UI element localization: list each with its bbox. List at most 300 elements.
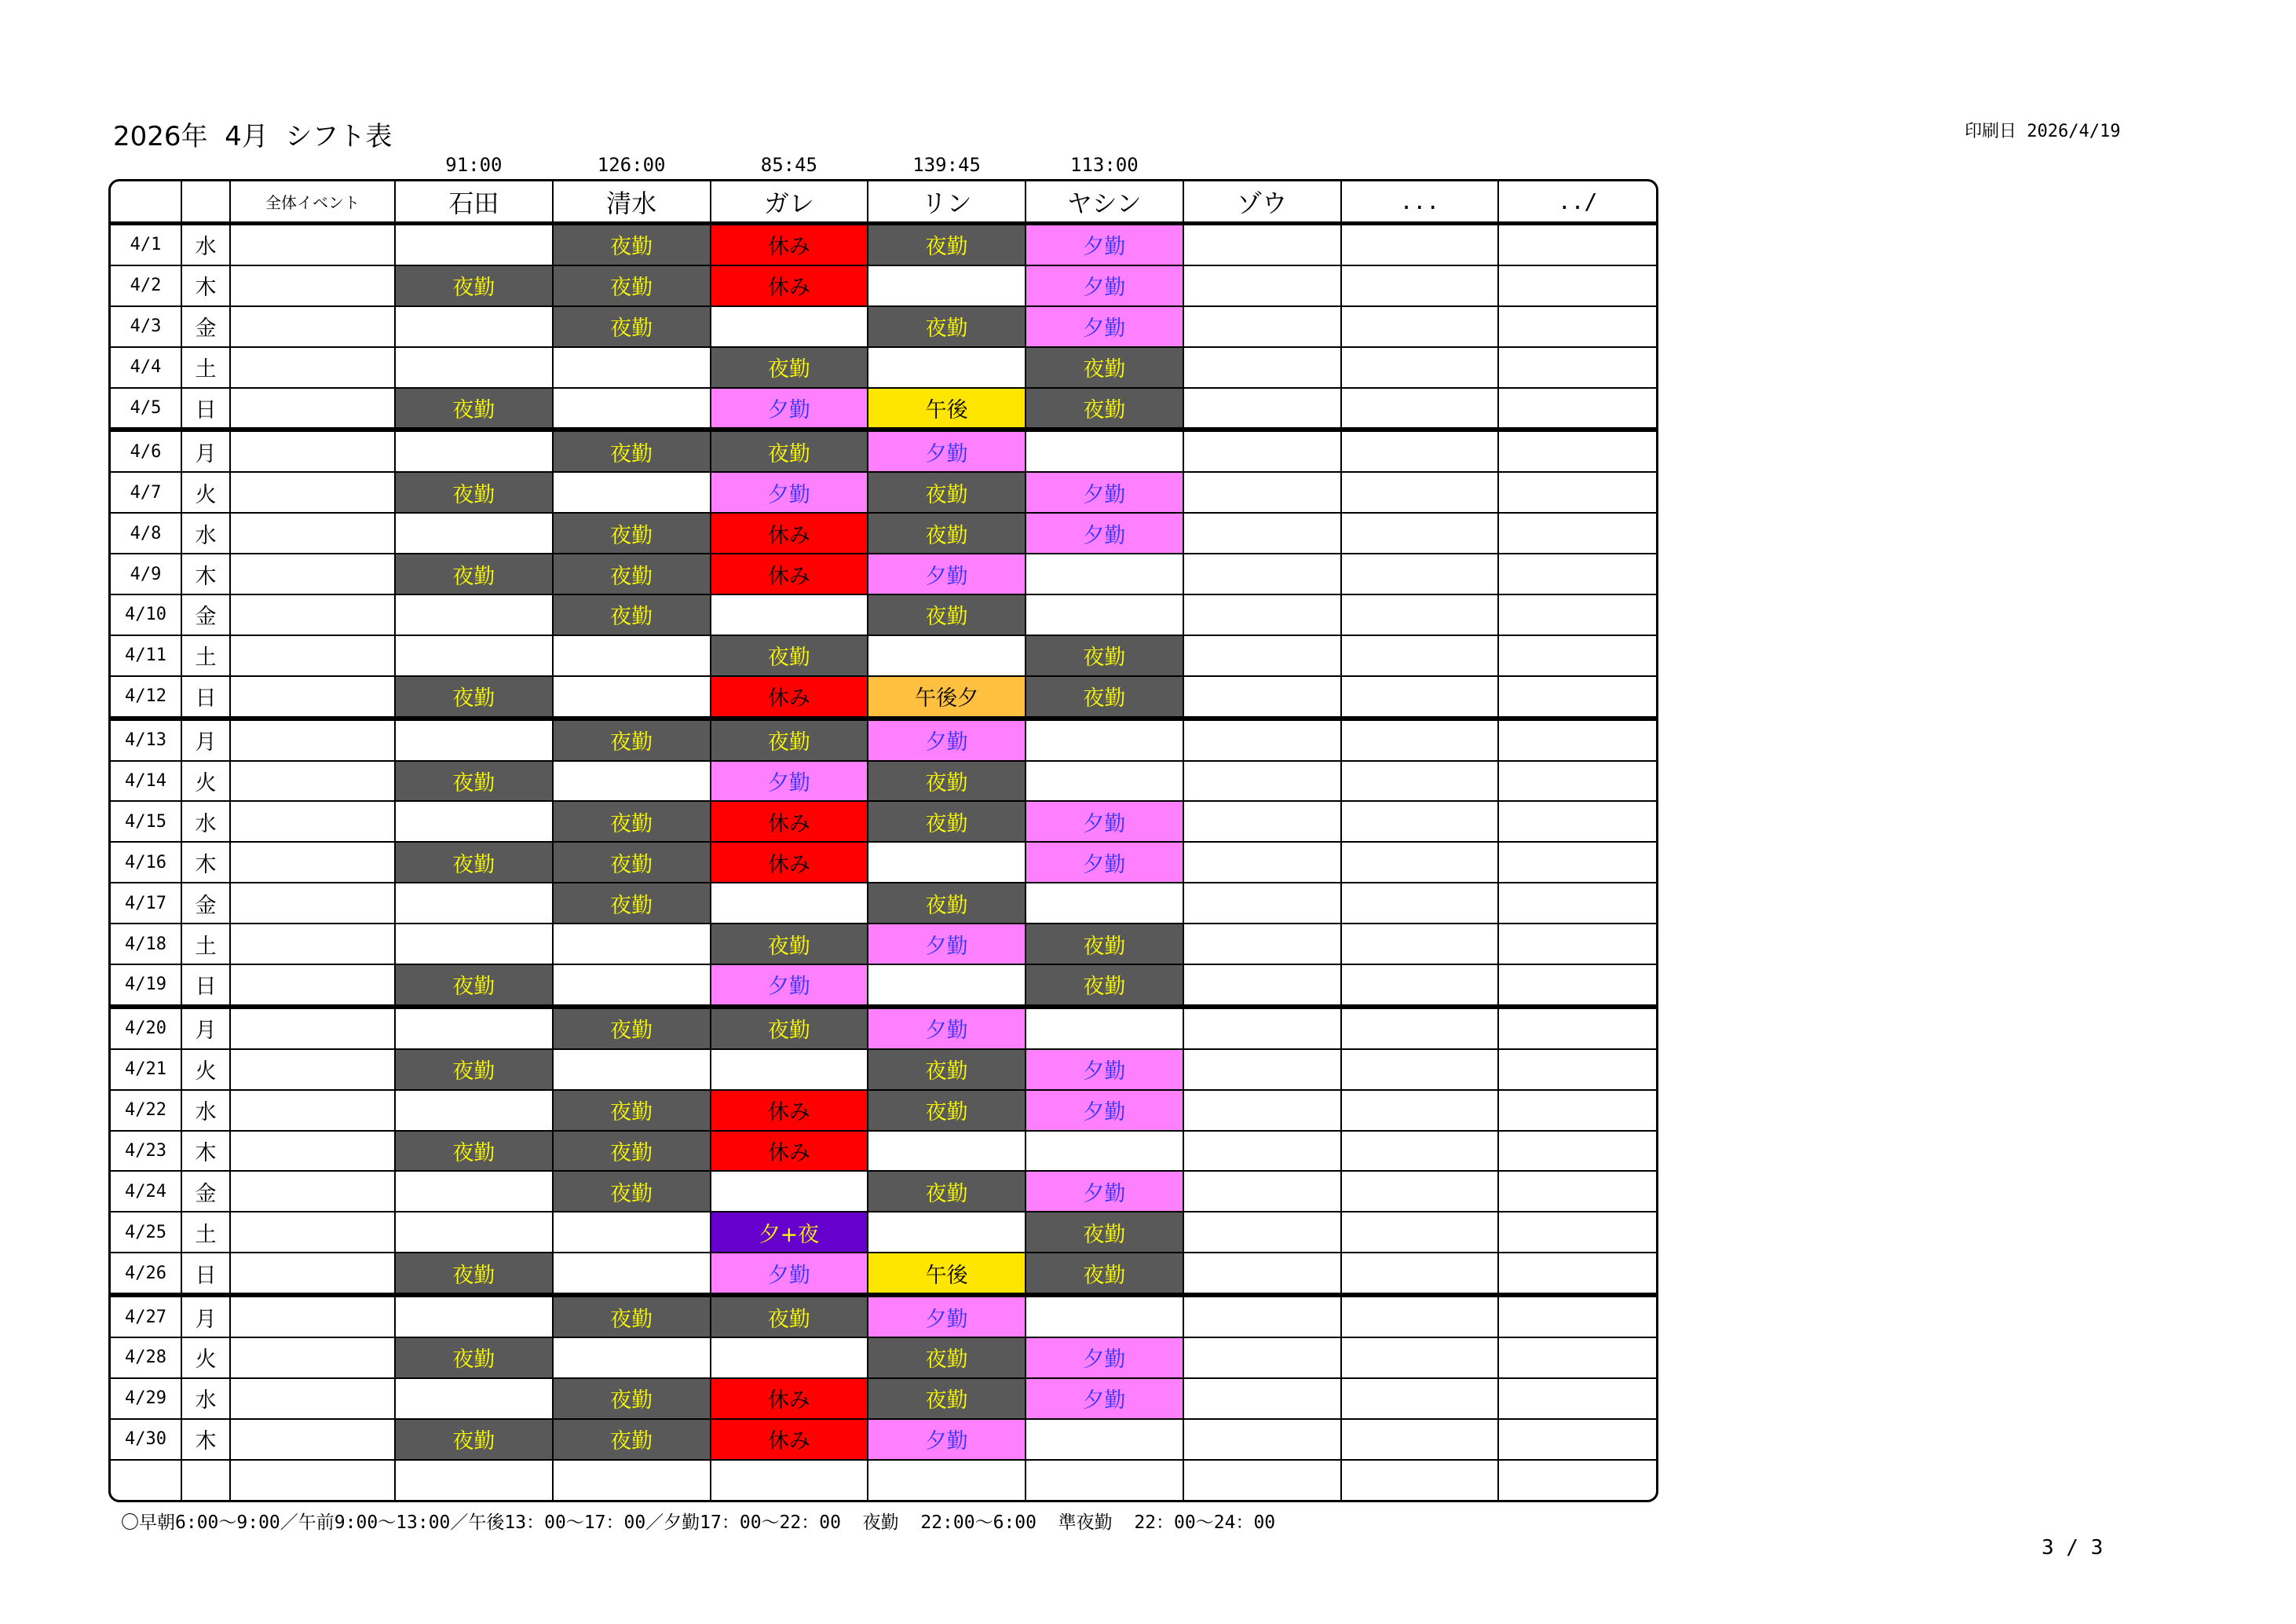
shift-cell[interactable] — [1026, 761, 1183, 802]
shift-cell[interactable] — [1341, 594, 1499, 635]
shift-cell[interactable] — [1183, 513, 1341, 554]
shift-cell[interactable] — [1341, 635, 1499, 676]
shift-cell[interactable] — [553, 1049, 711, 1090]
shift-cell[interactable] — [1026, 883, 1183, 924]
shift-cell[interactable] — [1183, 719, 1341, 761]
shift-cell[interactable] — [1183, 1253, 1341, 1295]
shift-cell[interactable]: 夕勤 — [1026, 1049, 1183, 1090]
shift-cell[interactable] — [1498, 1090, 1656, 1131]
shift-cell[interactable] — [1498, 883, 1656, 924]
shift-cell[interactable] — [395, 1378, 553, 1419]
shift-cell[interactable] — [868, 1460, 1026, 1500]
shift-cell[interactable]: 夜勤 — [553, 1171, 711, 1212]
shift-cell[interactable]: 休み — [711, 265, 868, 306]
shift-cell[interactable]: 夜勤 — [395, 472, 553, 513]
shift-cell[interactable] — [868, 265, 1026, 306]
shift-cell[interactable] — [1183, 1337, 1341, 1378]
shift-cell[interactable] — [868, 347, 1026, 388]
shift-cell[interactable] — [1341, 1049, 1499, 1090]
weekday-cell: 土 — [181, 924, 230, 964]
shift-cell[interactable]: 夕勤 — [1026, 513, 1183, 554]
shift-cell[interactable] — [1341, 801, 1499, 842]
shift-cell[interactable]: 夕勤 — [868, 1007, 1026, 1049]
shift-cell[interactable] — [1341, 554, 1499, 594]
shift-cell[interactable]: 夜勤 — [1026, 964, 1183, 1007]
table-row — [111, 1171, 1656, 1212]
shift-cell[interactable]: 夕勤 — [711, 761, 868, 802]
shift-cell[interactable] — [1498, 1007, 1656, 1049]
shift-cell[interactable]: 夕勤 — [1026, 1337, 1183, 1378]
page-number: 3 / 3 — [2042, 1536, 2104, 1560]
event-cell[interactable] — [230, 1212, 395, 1253]
event-cell[interactable] — [230, 635, 395, 676]
shift-cell[interactable] — [395, 1212, 553, 1253]
event-cell[interactable] — [230, 472, 395, 513]
shift-cell[interactable]: 夜勤 — [1026, 347, 1183, 388]
shift-cell[interactable] — [1341, 1212, 1499, 1253]
shift-cell[interactable]: 夕+夜 — [711, 1212, 868, 1253]
shift-cell[interactable] — [395, 306, 553, 347]
shift-cell[interactable]: 休み — [711, 842, 868, 883]
event-cell[interactable] — [230, 347, 395, 388]
shift-cell[interactable] — [1183, 1090, 1341, 1131]
shift-cell[interactable]: 夜勤 — [395, 842, 553, 883]
event-cell[interactable] — [230, 513, 395, 554]
table-row — [111, 883, 1656, 924]
shift-cell[interactable]: 夜勤 — [711, 719, 868, 761]
shift-cell[interactable] — [1498, 635, 1656, 676]
weekday-cell: 水 — [181, 801, 230, 842]
shift-cell[interactable]: 夜勤 — [553, 594, 711, 635]
shift-cell[interactable] — [1498, 1131, 1656, 1172]
event-cell[interactable] — [230, 1295, 395, 1337]
shift-cell[interactable]: 夕勤 — [1026, 306, 1183, 347]
shift-cell[interactable] — [1183, 1171, 1341, 1212]
shift-cell[interactable] — [553, 1460, 711, 1500]
shift-cell[interactable]: 夕勤 — [1026, 801, 1183, 842]
shift-cell[interactable] — [711, 1049, 868, 1090]
shift-cell[interactable]: 夕勤 — [868, 924, 1026, 964]
header-staff-0: 石田 — [395, 181, 553, 224]
shift-cell[interactable] — [1341, 719, 1499, 761]
shift-cell[interactable] — [1498, 388, 1656, 430]
shift-cell[interactable]: 夜勤 — [1026, 635, 1183, 676]
shift-cell[interactable] — [1341, 347, 1499, 388]
shift-cell[interactable] — [1498, 554, 1656, 594]
shift-cell[interactable]: 夜勤 — [868, 883, 1026, 924]
shift-cell[interactable] — [868, 964, 1026, 1007]
shift-cell[interactable] — [1183, 1007, 1341, 1049]
shift-cell[interactable]: 夜勤 — [395, 964, 553, 1007]
shift-cell[interactable] — [1183, 594, 1341, 635]
shift-cell[interactable]: 休み — [711, 1090, 868, 1131]
shift-cell[interactable]: 夕勤 — [711, 964, 868, 1007]
shift-cell[interactable] — [1498, 801, 1656, 842]
shift-cell[interactable] — [1498, 1378, 1656, 1419]
shift-cell[interactable] — [711, 306, 868, 347]
event-cell[interactable] — [230, 1007, 395, 1049]
event-cell[interactable] — [230, 594, 395, 635]
shift-cell[interactable] — [1341, 1131, 1499, 1172]
shift-cell[interactable] — [1341, 306, 1499, 347]
event-cell[interactable] — [230, 842, 395, 883]
shift-cell[interactable]: 夜勤 — [553, 513, 711, 554]
shift-cell[interactable] — [395, 513, 553, 554]
shift-cell[interactable] — [553, 635, 711, 676]
shift-cell[interactable] — [395, 1460, 553, 1500]
shift-cell[interactable] — [1341, 1460, 1499, 1500]
shift-cell[interactable]: 夜勤 — [711, 924, 868, 964]
shift-cell[interactable] — [553, 1337, 711, 1378]
shift-cell[interactable]: 夜勤 — [553, 801, 711, 842]
shift-cell[interactable]: 夜勤 — [711, 635, 868, 676]
shift-cell[interactable]: 休み — [711, 224, 868, 265]
header-dow — [181, 181, 230, 224]
shift-cell[interactable] — [1341, 472, 1499, 513]
shift-cell[interactable]: 夕勤 — [1026, 842, 1183, 883]
shift-cell[interactable]: 夕勤 — [868, 554, 1026, 594]
shift-cell[interactable]: 夜勤 — [868, 801, 1026, 842]
shift-cell[interactable]: 夜勤 — [395, 676, 553, 719]
shift-cell[interactable] — [1341, 1171, 1499, 1212]
shift-cell[interactable] — [868, 842, 1026, 883]
event-cell[interactable] — [230, 1090, 395, 1131]
event-cell[interactable] — [230, 964, 395, 1007]
event-cell[interactable] — [230, 388, 395, 430]
shift-cell[interactable] — [1498, 224, 1656, 265]
shift-cell[interactable]: 休み — [711, 801, 868, 842]
table-row — [111, 1378, 1656, 1419]
shift-cell[interactable] — [1183, 265, 1341, 306]
shift-cell[interactable] — [1183, 924, 1341, 964]
shift-cell[interactable]: 休み — [711, 1378, 868, 1419]
shift-cell[interactable] — [395, 347, 553, 388]
shift-cell[interactable]: 夜勤 — [553, 224, 711, 265]
shift-cell[interactable] — [1341, 513, 1499, 554]
shift-cell[interactable]: 夕勤 — [1026, 1378, 1183, 1419]
weekday-cell: 土 — [181, 1212, 230, 1253]
event-cell[interactable] — [230, 306, 395, 347]
shift-cell[interactable]: 夜勤 — [868, 1171, 1026, 1212]
shift-cell[interactable]: 午後 — [868, 1253, 1026, 1295]
shift-cell[interactable] — [1341, 1378, 1499, 1419]
event-cell[interactable] — [230, 265, 395, 306]
shift-cell[interactable]: 休み — [711, 1131, 868, 1172]
shift-cell[interactable]: 夜勤 — [1026, 676, 1183, 719]
shift-cell[interactable]: 夜勤 — [868, 513, 1026, 554]
shift-cell[interactable]: 夕勤 — [711, 388, 868, 430]
shift-cell[interactable]: 休み — [711, 676, 868, 719]
shift-cell[interactable]: 夜勤 — [395, 761, 553, 802]
shift-cell[interactable]: 夜勤 — [553, 719, 711, 761]
shift-cell[interactable] — [395, 924, 553, 964]
shift-cell[interactable] — [395, 883, 553, 924]
shift-cell[interactable] — [1026, 1295, 1183, 1337]
shift-cell[interactable] — [553, 676, 711, 719]
shift-cell[interactable]: 夜勤 — [395, 1337, 553, 1378]
shift-cell[interactable] — [395, 801, 553, 842]
shift-cell[interactable] — [711, 1171, 868, 1212]
shift-cell[interactable] — [553, 761, 711, 802]
shift-cell[interactable] — [553, 924, 711, 964]
shift-cell[interactable] — [395, 430, 553, 472]
shift-cell[interactable] — [711, 883, 868, 924]
shift-cell[interactable]: 休み — [711, 513, 868, 554]
shift-cell[interactable] — [1341, 224, 1499, 265]
shift-cell[interactable]: 夜勤 — [868, 594, 1026, 635]
shift-cell[interactable]: 夜勤 — [1026, 1212, 1183, 1253]
date-cell: 4/24 — [111, 1171, 181, 1212]
shift-cell[interactable]: 夜勤 — [395, 1131, 553, 1172]
shift-cell[interactable] — [1498, 924, 1656, 964]
event-cell[interactable] — [230, 1253, 395, 1295]
shift-cell[interactable]: 午後夕 — [868, 676, 1026, 719]
shift-cell[interactable] — [553, 347, 711, 388]
shift-cell[interactable]: 夜勤 — [395, 1253, 553, 1295]
shift-cell[interactable] — [1183, 472, 1341, 513]
shift-cell[interactable]: 夜勤 — [868, 1049, 1026, 1090]
shift-cell[interactable] — [1498, 430, 1656, 472]
shift-cell[interactable] — [395, 224, 553, 265]
shift-cell[interactable]: 夜勤 — [868, 1378, 1026, 1419]
shift-cell[interactable] — [395, 1171, 553, 1212]
event-cell[interactable] — [230, 924, 395, 964]
shift-cell[interactable]: 夜勤 — [553, 1007, 711, 1049]
shift-cell[interactable] — [553, 388, 711, 430]
shift-cell[interactable]: 夜勤 — [395, 554, 553, 594]
event-cell[interactable] — [230, 1131, 395, 1172]
shift-cell[interactable] — [1026, 1007, 1183, 1049]
shift-cell[interactable]: 夜勤 — [553, 430, 711, 472]
weekday-cell: 日 — [181, 388, 230, 430]
shift-cell[interactable]: 夜勤 — [553, 306, 711, 347]
event-cell[interactable] — [230, 801, 395, 842]
shift-cell[interactable] — [1498, 513, 1656, 554]
staff-hours-0: 91:00 — [445, 154, 503, 176]
event-cell[interactable] — [230, 1049, 395, 1090]
shift-cell[interactable]: 夜勤 — [1026, 1253, 1183, 1295]
shift-cell[interactable]: 夜勤 — [553, 1090, 711, 1131]
shift-cell[interactable] — [1026, 1419, 1183, 1460]
shift-cell[interactable] — [1498, 472, 1656, 513]
shift-cell[interactable]: 夕勤 — [1026, 224, 1183, 265]
event-cell[interactable] — [230, 761, 395, 802]
shift-cell[interactable] — [1498, 1253, 1656, 1295]
shift-cell[interactable] — [1026, 554, 1183, 594]
header-staff-1: 清水 — [553, 181, 711, 224]
shift-cell[interactable] — [1183, 676, 1341, 719]
shift-cell[interactable]: 夜勤 — [711, 430, 868, 472]
weekday-cell: 水 — [181, 1090, 230, 1131]
shift-cell[interactable] — [1183, 1131, 1341, 1172]
shift-cell[interactable] — [1341, 1295, 1499, 1337]
date-cell: 4/20 — [111, 1007, 181, 1049]
shift-cell[interactable]: 夜勤 — [1026, 924, 1183, 964]
shift-cell[interactable] — [1498, 1460, 1656, 1500]
shift-cell[interactable] — [395, 1007, 553, 1049]
shift-cell[interactable]: 夜勤 — [553, 1378, 711, 1419]
shift-cell[interactable]: 夕勤 — [868, 430, 1026, 472]
shift-cell[interactable] — [711, 1460, 868, 1500]
shift-cell[interactable]: 夕勤 — [1026, 472, 1183, 513]
shift-cell[interactable] — [1498, 676, 1656, 719]
shift-cell[interactable] — [1026, 1131, 1183, 1172]
shift-cell[interactable] — [1341, 1007, 1499, 1049]
shift-cell[interactable]: 休み — [711, 1419, 868, 1460]
event-cell[interactable] — [230, 554, 395, 594]
shift-cell[interactable]: 夜勤 — [868, 224, 1026, 265]
shift-cell[interactable] — [1498, 347, 1656, 388]
date-cell: 4/21 — [111, 1049, 181, 1090]
event-cell[interactable] — [230, 224, 395, 265]
shift-cell[interactable]: 夜勤 — [868, 472, 1026, 513]
shift-cell[interactable] — [1026, 1460, 1183, 1500]
shift-cell[interactable] — [868, 635, 1026, 676]
shift-cell[interactable]: 夕勤 — [1026, 1090, 1183, 1131]
shift-cell[interactable] — [395, 635, 553, 676]
shift-cell[interactable] — [1341, 388, 1499, 430]
shift-cell[interactable] — [1498, 964, 1656, 1007]
shift-cell[interactable]: 夜勤 — [553, 883, 711, 924]
event-cell[interactable] — [230, 883, 395, 924]
shift-cell[interactable]: 夕勤 — [868, 719, 1026, 761]
shift-cell[interactable]: 夜勤 — [1026, 388, 1183, 430]
shift-cell[interactable] — [1183, 801, 1341, 842]
shift-cell[interactable] — [1183, 1419, 1341, 1460]
shift-cell[interactable]: 夜勤 — [395, 1419, 553, 1460]
shift-cell[interactable] — [1498, 761, 1656, 802]
shift-cell[interactable]: 夕勤 — [1026, 265, 1183, 306]
shift-cell[interactable]: 夜勤 — [868, 306, 1026, 347]
event-cell[interactable] — [230, 1419, 395, 1460]
shift-cell[interactable] — [1183, 964, 1341, 1007]
shift-cell[interactable] — [395, 1295, 553, 1337]
shift-cell[interactable]: 夕勤 — [868, 1295, 1026, 1337]
shift-cell[interactable] — [553, 964, 711, 1007]
shift-cell[interactable]: 夜勤 — [395, 1049, 553, 1090]
shift-cell[interactable] — [1341, 761, 1499, 802]
shift-cell[interactable] — [553, 472, 711, 513]
shift-cell[interactable] — [553, 1253, 711, 1295]
shift-cell[interactable]: 夜勤 — [553, 1295, 711, 1337]
shift-cell[interactable] — [1183, 1378, 1341, 1419]
event-cell[interactable] — [230, 1171, 395, 1212]
shift-cell[interactable]: 夜勤 — [553, 554, 711, 594]
shift-cell[interactable] — [1183, 1049, 1341, 1090]
shift-cell[interactable]: 夜勤 — [711, 1007, 868, 1049]
event-cell[interactable] — [230, 1378, 395, 1419]
shift-cell[interactable]: 夕勤 — [711, 1253, 868, 1295]
shift-cell[interactable] — [1183, 224, 1341, 265]
shift-cell[interactable]: 夕勤 — [711, 472, 868, 513]
shift-cell[interactable] — [868, 1212, 1026, 1253]
shift-cell[interactable] — [1341, 924, 1499, 964]
event-cell[interactable] — [230, 430, 395, 472]
shift-cell[interactable] — [1026, 719, 1183, 761]
shift-cell[interactable]: 夜勤 — [553, 1419, 711, 1460]
shift-cell[interactable] — [1498, 265, 1656, 306]
shift-cell[interactable] — [395, 719, 553, 761]
shift-cell[interactable] — [1183, 1212, 1341, 1253]
shift-cell[interactable] — [1341, 842, 1499, 883]
shift-cell[interactable] — [1341, 265, 1499, 306]
shift-cell[interactable] — [1341, 1337, 1499, 1378]
shift-cell[interactable] — [1341, 676, 1499, 719]
shift-cell[interactable] — [1183, 1460, 1341, 1500]
shift-cell[interactable] — [1183, 306, 1341, 347]
shift-cell[interactable] — [1183, 554, 1341, 594]
shift-cell[interactable]: 夜勤 — [711, 347, 868, 388]
shift-cell[interactable] — [395, 1090, 553, 1131]
shift-cell[interactable] — [1341, 1253, 1499, 1295]
shift-cell[interactable] — [1183, 1295, 1341, 1337]
shift-cell[interactable] — [1183, 430, 1341, 472]
date-cell: 4/27 — [111, 1295, 181, 1337]
weekday-cell: 月 — [181, 719, 230, 761]
shift-cell[interactable] — [1498, 719, 1656, 761]
shift-cell[interactable]: 夜勤 — [553, 842, 711, 883]
shift-cell[interactable]: 夜勤 — [553, 265, 711, 306]
event-cell[interactable] — [230, 1460, 395, 1500]
shift-cell[interactable] — [1341, 1090, 1499, 1131]
shift-cell[interactable] — [1498, 1337, 1656, 1378]
shift-cell[interactable]: 午後 — [868, 388, 1026, 430]
shift-cell[interactable]: 夜勤 — [868, 761, 1026, 802]
shift-cell[interactable] — [395, 594, 553, 635]
shift-cell[interactable] — [1498, 1049, 1656, 1090]
shift-cell[interactable]: 夜勤 — [553, 1131, 711, 1172]
weekday-cell: 土 — [181, 635, 230, 676]
shift-cell[interactable]: 夕勤 — [868, 1419, 1026, 1460]
shift-cell[interactable] — [711, 594, 868, 635]
shift-cell[interactable] — [868, 1131, 1026, 1172]
shift-cell[interactable] — [1498, 306, 1656, 347]
shift-cell[interactable] — [1026, 594, 1183, 635]
shift-cell[interactable] — [1183, 761, 1341, 802]
shift-cell[interactable] — [1341, 1419, 1499, 1460]
shift-legend: 〇早朝6:00〜9:00／午前9:00〜13:00／午後13：00〜17：00／夕勤17：00〜22：00 夜勤 22:00〜6:00 準夜勤 22：00〜24：00 — [121, 1512, 1276, 1533]
shift-cell[interactable] — [1341, 883, 1499, 924]
shift-cell[interactable]: 夜勤 — [868, 1337, 1026, 1378]
shift-cell[interactable] — [1183, 883, 1341, 924]
shift-cell[interactable]: 夜勤 — [395, 388, 553, 430]
shift-cell[interactable] — [1341, 430, 1499, 472]
shift-cell[interactable] — [1341, 964, 1499, 1007]
shift-cell[interactable] — [1183, 388, 1341, 430]
shift-cell[interactable] — [1498, 1171, 1656, 1212]
shift-cell[interactable] — [1498, 1212, 1656, 1253]
shift-cell[interactable] — [1498, 594, 1656, 635]
shift-cell[interactable] — [1498, 842, 1656, 883]
shift-cell[interactable] — [1498, 1295, 1656, 1337]
event-cell[interactable] — [230, 676, 395, 719]
event-cell[interactable] — [230, 1337, 395, 1378]
shift-cell[interactable] — [553, 1212, 711, 1253]
event-cell[interactable] — [230, 719, 395, 761]
shift-cell[interactable] — [1183, 347, 1341, 388]
shift-cell[interactable]: 休み — [711, 554, 868, 594]
shift-cell[interactable] — [711, 1337, 868, 1378]
weekday-cell: 木 — [181, 842, 230, 883]
shift-cell[interactable] — [1026, 430, 1183, 472]
shift-cell[interactable]: 夜勤 — [868, 1090, 1026, 1131]
shift-cell[interactable]: 夜勤 — [395, 265, 553, 306]
shift-cell[interactable]: 夜勤 — [711, 1295, 868, 1337]
shift-cell[interactable] — [1183, 842, 1341, 883]
shift-cell[interactable]: 夕勤 — [1026, 1171, 1183, 1212]
shift-cell[interactable] — [1498, 1419, 1656, 1460]
shift-cell[interactable] — [1183, 635, 1341, 676]
